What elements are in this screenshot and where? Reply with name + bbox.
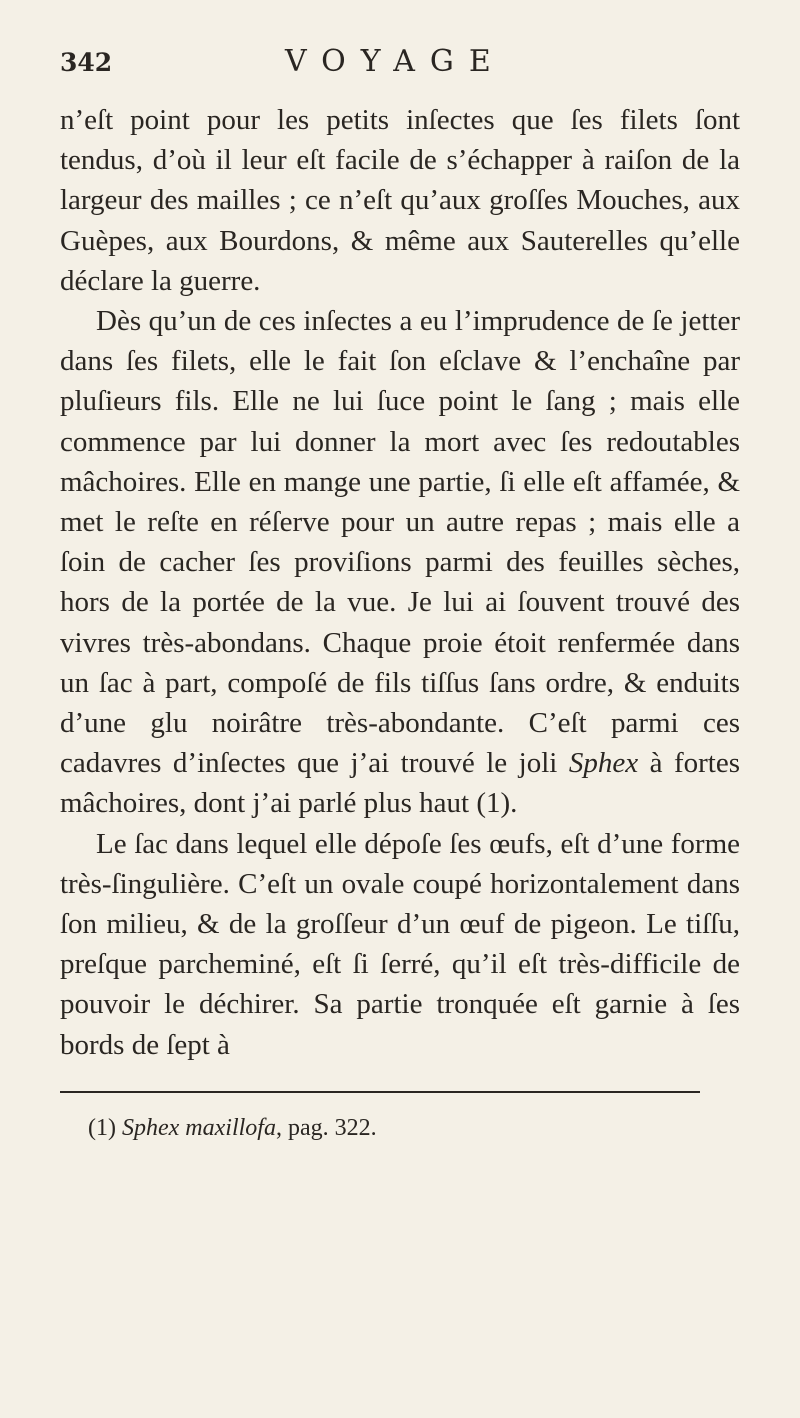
paragraph-2-text: Dès qu’un de ces inſectes a eu l’imprudence de ſe jetter dans ſes filets, elle le fait ſon eſclave & l’enchaîne par pluſieurs fils. Elle ne lui ſuce point le ſang ; mais elle commence par lui donner la mort avec ſes redoutables mâchoires. Elle en mange une partie, ſi elle eſt affamée, & met le reſte en réſerve pour un autre repas ; mais elle a ſoin de cacher ſes proviſions parmi des feuilles sèches, hors de la portée de la vue. Je lui ai ſouvent trouvé des vivres très-abondans. Chaque proie étoit renfermée dans un ſac à part, compoſé de fils tiſſus ſans ordre, & enduits d’une glu noirâtre très-abondante. C’eſt parmi ces cadavres d’inſectes que j’ai trouvé le joli (60, 305, 740, 780)
paragraph-2-italic-term: Sphex (568, 747, 639, 780)
footnote-italic-term: Sphex maxillofa (121, 1114, 276, 1141)
paragraph-1 (60, 100, 740, 301)
page-number: 342 (60, 48, 113, 77)
footnote (60, 1115, 740, 1142)
footnote-rule (60, 1091, 700, 1093)
paragraph-1-text: n’eſt point pour les petits inſectes que ſes filets ſont tendus, d’où il leur eſt facile de s’échapper à raiſon de la largeur des mailles ; ce n’eſt qu’aux groſſes Mouches, aux Guèpes, aux Bourdons, & même aux Sauterelles qu’elle déclare la guerre. (60, 104, 740, 297)
paragraph-2 (60, 301, 740, 824)
paragraph-2-text-after: à fortes mâchoires, dont j’ai parlé plus haut (1). (60, 747, 741, 820)
running-title: VOYAGE (285, 44, 506, 79)
footnote-text: , pag. 322. (275, 1114, 377, 1141)
body-text (60, 100, 740, 1065)
footnote-marker: (1) (88, 1114, 116, 1141)
paragraph-3 (60, 824, 740, 1065)
paragraph-3-text: Le ſac dans lequel elle dépoſe ſes œufs, eſt d’une forme très-ſingulière. C’eſt un ovale coupé horizontalement dans ſon milieu, & de la groſſeur d’un œuf de pigeon. Le tiſſu, preſque parcheminé, eſt ſi ſerré, qu’il eſt très-difficile de pouvoir le déchirer. Sa partie tronquée eſt garnie à ſes bords de ſept à (60, 827, 740, 1061)
page-header (60, 44, 740, 100)
